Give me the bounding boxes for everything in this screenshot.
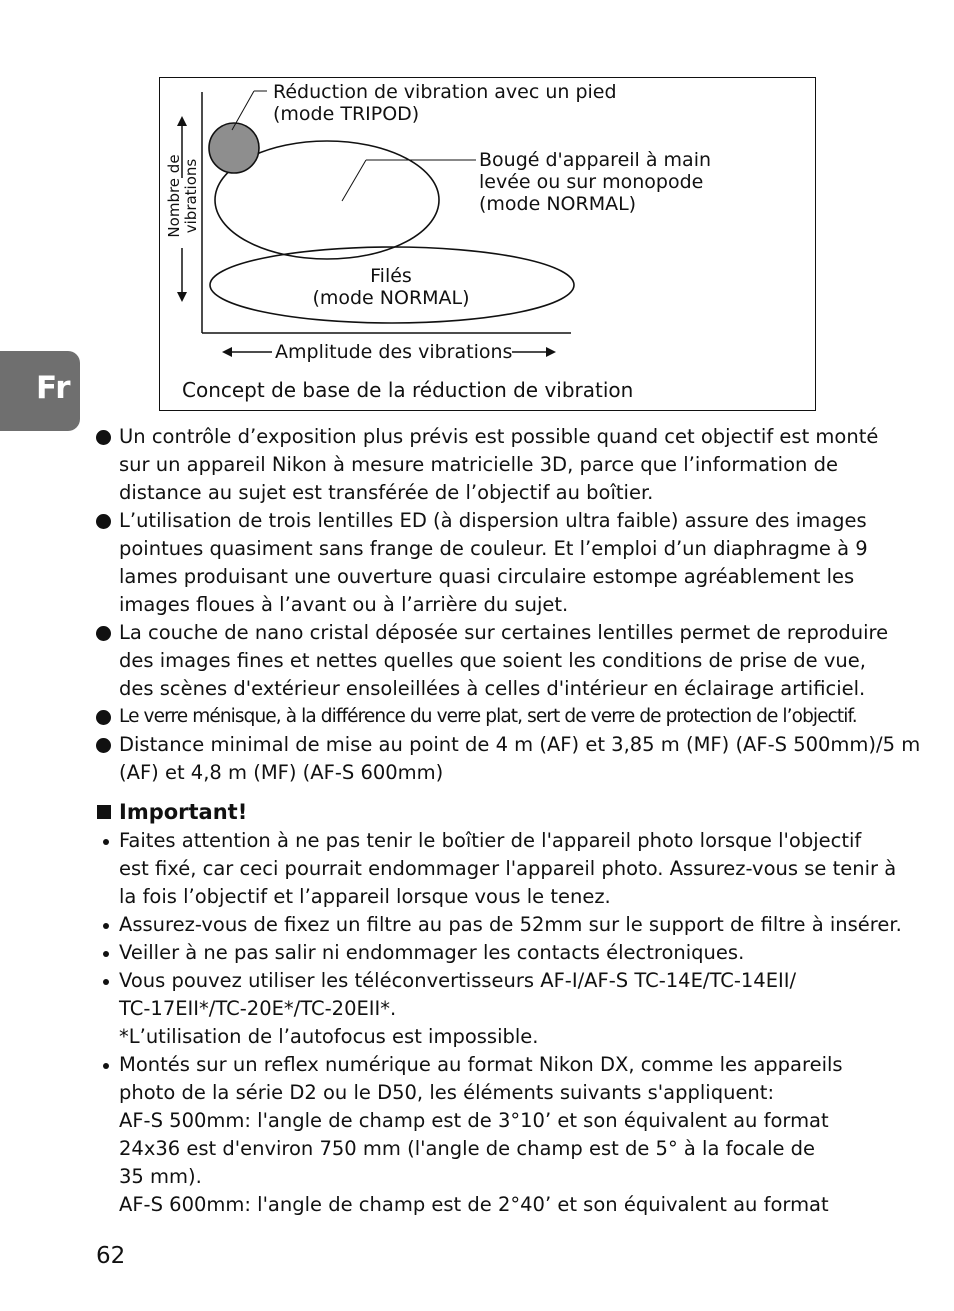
small-dot-icon (103, 951, 109, 957)
handheld-leader (342, 160, 366, 201)
important-item: Veiller à ne pas salir ni endommager les contacts électroniques. (96, 939, 886, 967)
important-item: Montés sur un reflex numérique au format Nikon DX, comme les appareils photo de la série D2 ou le D50, les éléments suivants s'appliquent: AF-S 500mm: l'angle de champ est de 3°10’ et son équivalent au format 24x36 est d'environ 750 mm (l'angle de champ est de 5° à la focale de 35 mm). AF-S 600mm: l'angle de champ est de 2°40’ et son équivalent au format (96, 1051, 886, 1219)
panning-label: Filés (mode NORMAL) (312, 265, 470, 309)
bullet-dot-icon (96, 430, 111, 445)
square-bullet-icon (97, 805, 111, 819)
bullet-item: Le verre ménisque, à la différence du verre plat, sert de verre de protection de l’objectif. (96, 703, 886, 731)
important-item: Faites attention à ne pas tenir le boîtier de l'appareil photo lorsque l'objectif est fixé, car ceci pourrait endommager l'appareil photo. Assurez-vous se tenir à la fois l’objectif et l’appareil lorsque vous le tenez. (96, 827, 886, 911)
y-arrow-down-head (177, 292, 187, 302)
small-dot-icon (103, 839, 109, 845)
bullet-dot-icon (96, 514, 111, 529)
small-dot-icon (103, 1063, 109, 1069)
language-tab (0, 351, 80, 431)
bullet-item: Un contrôle d’exposition plus prévis est possible quand cet objectif est monté sur un appareil Nikon à mesure matricielle 3D, parce que l’information de distance au sujet est transférée de l’objectif au boîtier. (96, 423, 886, 507)
small-dot-icon (103, 923, 109, 929)
bullet-item: L’utilisation de trois lentilles ED (à dispersion ultra faible) assure des images pointues quasiment sans frange de couleur. Et l’emploi d’un diaphragme à 9 lames produisant une ouverture quasi circulaire estompe agréablement les images floues à l’avant ou à l’arrière du sujet. (96, 507, 886, 619)
handheld-label: Bougé d'appareil à main levée ou sur monopode (mode NORMAL) (479, 149, 712, 215)
important-item: Assurez-vous de fixez un filtre au pas de 52mm sur le support de filtre à insérer. (96, 911, 886, 939)
x-axis-label: Amplitude des vibrations (275, 341, 513, 363)
bullet-dot-icon (96, 738, 111, 753)
x-arrow-right-head (546, 347, 556, 357)
bullet-dot-icon (96, 626, 111, 641)
important-item: Vous pouvez utiliser les téléconvertisseurs AF-I/AF-S TC-14E/TC-14EII/ TC-17EII*/TC-20E*/TC-20EII*. *L’utilisation de l’autofocus est impossible. (96, 967, 886, 1051)
y-axis-label: Nombre de vibrations (165, 154, 200, 238)
bullet-dot-icon (96, 710, 111, 725)
x-arrow-left-head (222, 347, 232, 357)
y-arrow-up-head (177, 116, 187, 126)
bullet-item: Distance minimal de mise au point de 4 m (AF) et 3,85 m (MF) (AF-S 500mm)/5 m (AF) et 4,8 m (MF) (AF-S 600mm) (96, 731, 886, 787)
language-tab-label: Fr (36, 370, 71, 406)
small-dot-icon (103, 979, 109, 985)
important-heading: Important! (96, 797, 886, 827)
figure-caption: Concept de base de la réduction de vibration (182, 378, 634, 402)
bullet-item: La couche de nano cristal déposée sur certaines lentilles permet de reproduire des images fines et nettes quelles que soient les conditions de prise de vue, des scènes d'extérieur ensoleillées à celles d'intérieur en éclairage artificiel. (96, 619, 886, 703)
tripod-circle (209, 123, 259, 173)
tripod-label: Réduction de vibration avec un pied (mode TRIPOD) (273, 81, 617, 125)
vibration-diagram (159, 77, 816, 411)
page-number: 62 (96, 1243, 126, 1269)
main-content (96, 423, 921, 1219)
